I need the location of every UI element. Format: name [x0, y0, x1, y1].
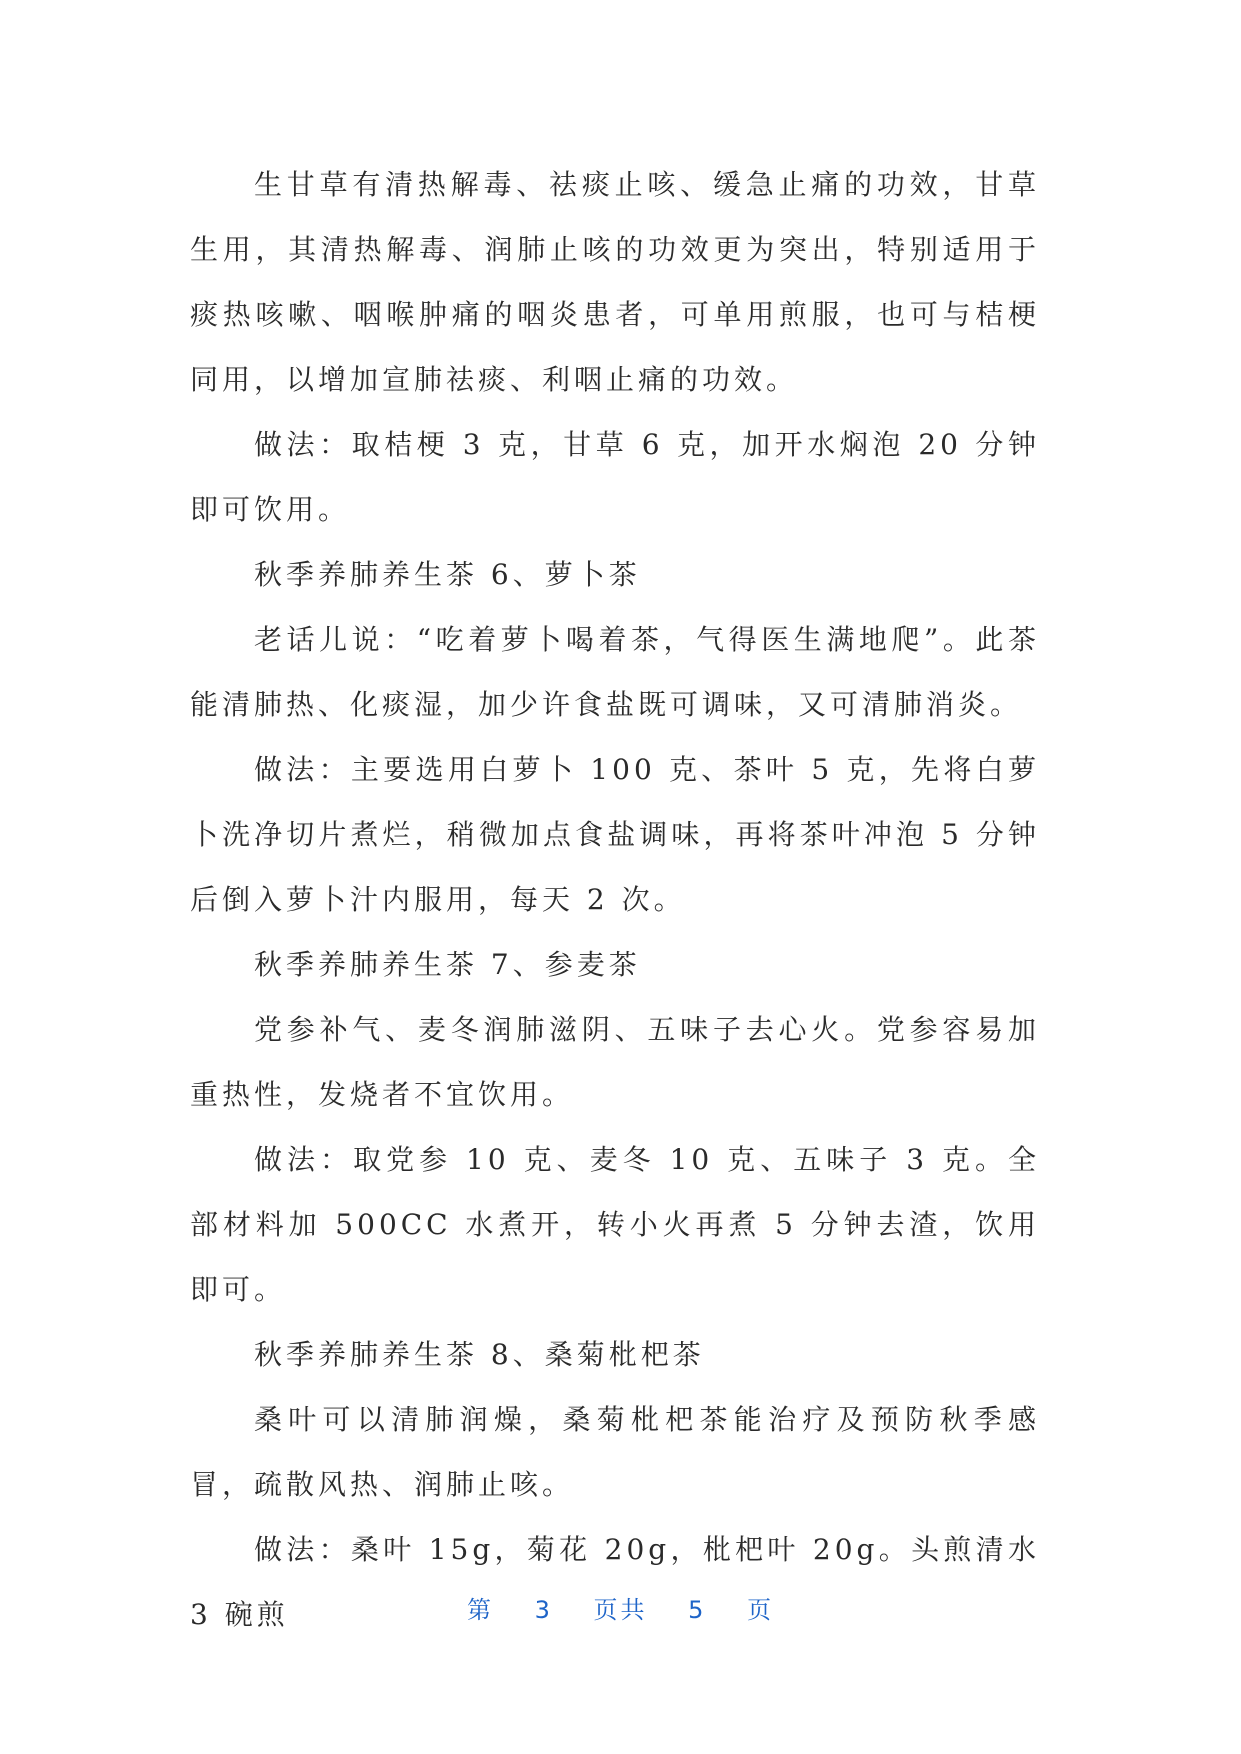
- paragraph-radish-description: 老话儿说：“吃着萝卜喝着茶，气得医生满地爬”。此茶能清肺热、化痰湿，加少许食盐既可调味，又可清肺消炎。: [190, 623, 1040, 721]
- page-footer: [0, 1590, 1241, 1625]
- heading-tea-7: 秋季养肺养生茶 7、参麦茶: [254, 948, 641, 981]
- document-body: [190, 152, 1040, 1647]
- footer-middle: 页共: [593, 1596, 648, 1624]
- footer-total-pages: 5: [688, 1596, 707, 1624]
- footer-prefix: 第: [466, 1596, 494, 1624]
- paragraph-licorice-description: 生甘草有清热解毒、祛痰止咳、缓急止痛的功效，甘草生用，其清热解毒、润肺止咳的功效更为突出，特别适用于痰热咳嗽、咽喉肿痛的咽炎患者，可单用煎服，也可与桔梗同用，以增加宣肺祛痰、利咽止痛的功效。: [190, 168, 1040, 396]
- paragraph-radish-method: 做法：主要选用白萝卜 100 克、茶叶 5 克，先将白萝卜洗净切片煮烂，稍微加点食盐调味，再将茶叶冲泡 5 分钟后倒入萝卜汁内服用，每天 2 次。: [190, 753, 1040, 916]
- heading-tea-6: 秋季养肺养生茶 6、萝卜茶: [254, 558, 641, 591]
- heading-tea-8: 秋季养肺养生茶 8、桑菊枇杷茶: [254, 1338, 705, 1371]
- paragraph-sangju-method: 做法：桑叶 15g，菊花 20g，枇杷叶 20g。头煎清水 3 碗煎: [190, 1533, 1040, 1631]
- footer-suffix: 页: [747, 1596, 775, 1624]
- paragraph-licorice-method: 做法：取桔梗 3 克，甘草 6 克，加开水焖泡 20 分钟即可饮用。: [190, 428, 1040, 526]
- paragraph-shenmai-description: 党参补气、麦冬润肺滋阴、五味子去心火。党参容易加重热性，发烧者不宜饮用。: [190, 1013, 1040, 1111]
- paragraph-shenmai-method: 做法：取党参 10 克、麦冬 10 克、五味子 3 克。全部材料加 500CC 水煮开，转小火再煮 5 分钟去渣，饮用即可。: [190, 1143, 1040, 1306]
- footer-current-page: 3: [534, 1596, 553, 1624]
- paragraph-sangju-description: 桑叶可以清肺润燥，桑菊枇杷茶能治疗及预防秋季感冒，疏散风热、润肺止咳。: [190, 1403, 1040, 1501]
